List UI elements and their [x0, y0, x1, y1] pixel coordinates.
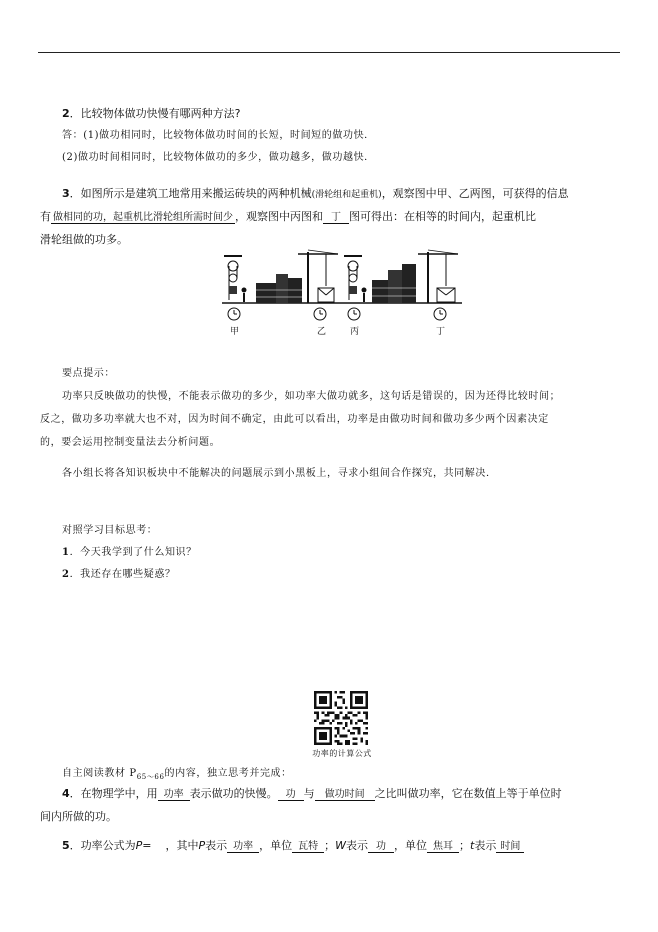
figure-label: 丁 [436, 327, 446, 337]
figure-label: 丙 [350, 327, 360, 337]
answer-blank: 丁 [323, 212, 349, 224]
answer-blank: 功 [278, 789, 304, 801]
question-4: 4．在物理学中，用 功率 表示做功的快慢。 功 与 做功时间 之比叫做功率，它在数值上等于单位时 间内所做的功。 [40, 787, 562, 823]
clock-icon [228, 308, 240, 320]
question-5: 5．功率公式为P= ，其中P表示 功率 ，单位 瓦特 ；W表示 功 ，单位 焦耳 ；t表示 时间 [62, 835, 524, 858]
answer-blank: 时间 [496, 841, 524, 853]
reflection: 对照学习目标思考： 1．今天我学到了什么知识？ 2．我还存在哪些疑惑？ [62, 520, 197, 586]
power-formula: P= [135, 839, 152, 852]
answer-line: 答：(1)做功相同时，比较物体做功时间的长短，时间短的做功快． [62, 130, 375, 141]
answer-blank: 焦耳 [427, 841, 459, 853]
qr-caption: 功率的计算公式 [312, 749, 372, 758]
question-3: 3．如图所示是建筑工地常用来搬运砖块的两种机械(滑轮组和起重机)，观察图中甲、乙两图，可获得的信息 有 做相同的功，起重机比滑轮组所需时间少 ，观察图中丙图和 丁 图可得出：在相等的时间内，起重机比 滑轮组做的功多。 [40, 187, 569, 246]
key-points-title: 要点提示： [62, 368, 115, 379]
answer-line: (2)做功时间相同时，比较物体做功的多少，做功越多，做功越快． [62, 152, 375, 163]
crane-icon [418, 250, 458, 303]
answer-blank: 功率 [158, 789, 190, 801]
clock-icon [348, 308, 360, 320]
crane-icon [298, 250, 338, 303]
clock-icon [314, 308, 326, 320]
clock-icon [434, 308, 446, 320]
answer-blank: 功 [368, 841, 394, 853]
machines-figure [222, 248, 462, 348]
question-2 [62, 103, 375, 169]
reflection-title: 对照学习目标思考： [62, 525, 158, 536]
question-number: 3 [62, 187, 70, 200]
pulley-system-icon [224, 256, 247, 302]
answer-blank: 做功时间 [315, 789, 375, 801]
qr-code-icon [314, 691, 368, 745]
pulley-system-icon [344, 256, 367, 302]
brick-stack-icon [256, 274, 302, 303]
answer-blank: 功率 [227, 841, 259, 853]
question-number: 2 [62, 107, 70, 120]
answer-blank: 做相同的功，起重机比滑轮组所需时间少 [53, 212, 233, 223]
header-rule [38, 52, 620, 53]
figure-label: 甲 [230, 327, 240, 337]
question-text: ．比较物体做功快慢有哪两种方法? [69, 107, 241, 120]
figure-label: 乙 [317, 327, 327, 337]
self-reading-instruction: 自主阅读教材 $P_{65\sim 66}$的内容，独立思考并完成： [62, 768, 292, 781]
brick-stack-icon [372, 264, 416, 303]
key-points: 要点提示： 功率只反映做功的快慢，不能表示做功的多少，如功率大做功就多，这句话是错误的，因为还得比较时间； 反之，做功多功率就大也不对，因为时间不确定，由此可以看出，功率是由做功时间和做功多少两个因素决定 的，要会运用控制变量法去分析问题。 [40, 362, 560, 454]
group-note: 各小组长将各知识板块中不能解决的问题展示到小黑板上，寻求小组间合作探究，共同解决． [62, 468, 497, 479]
answer-blank: 瓦特 [292, 841, 324, 853]
